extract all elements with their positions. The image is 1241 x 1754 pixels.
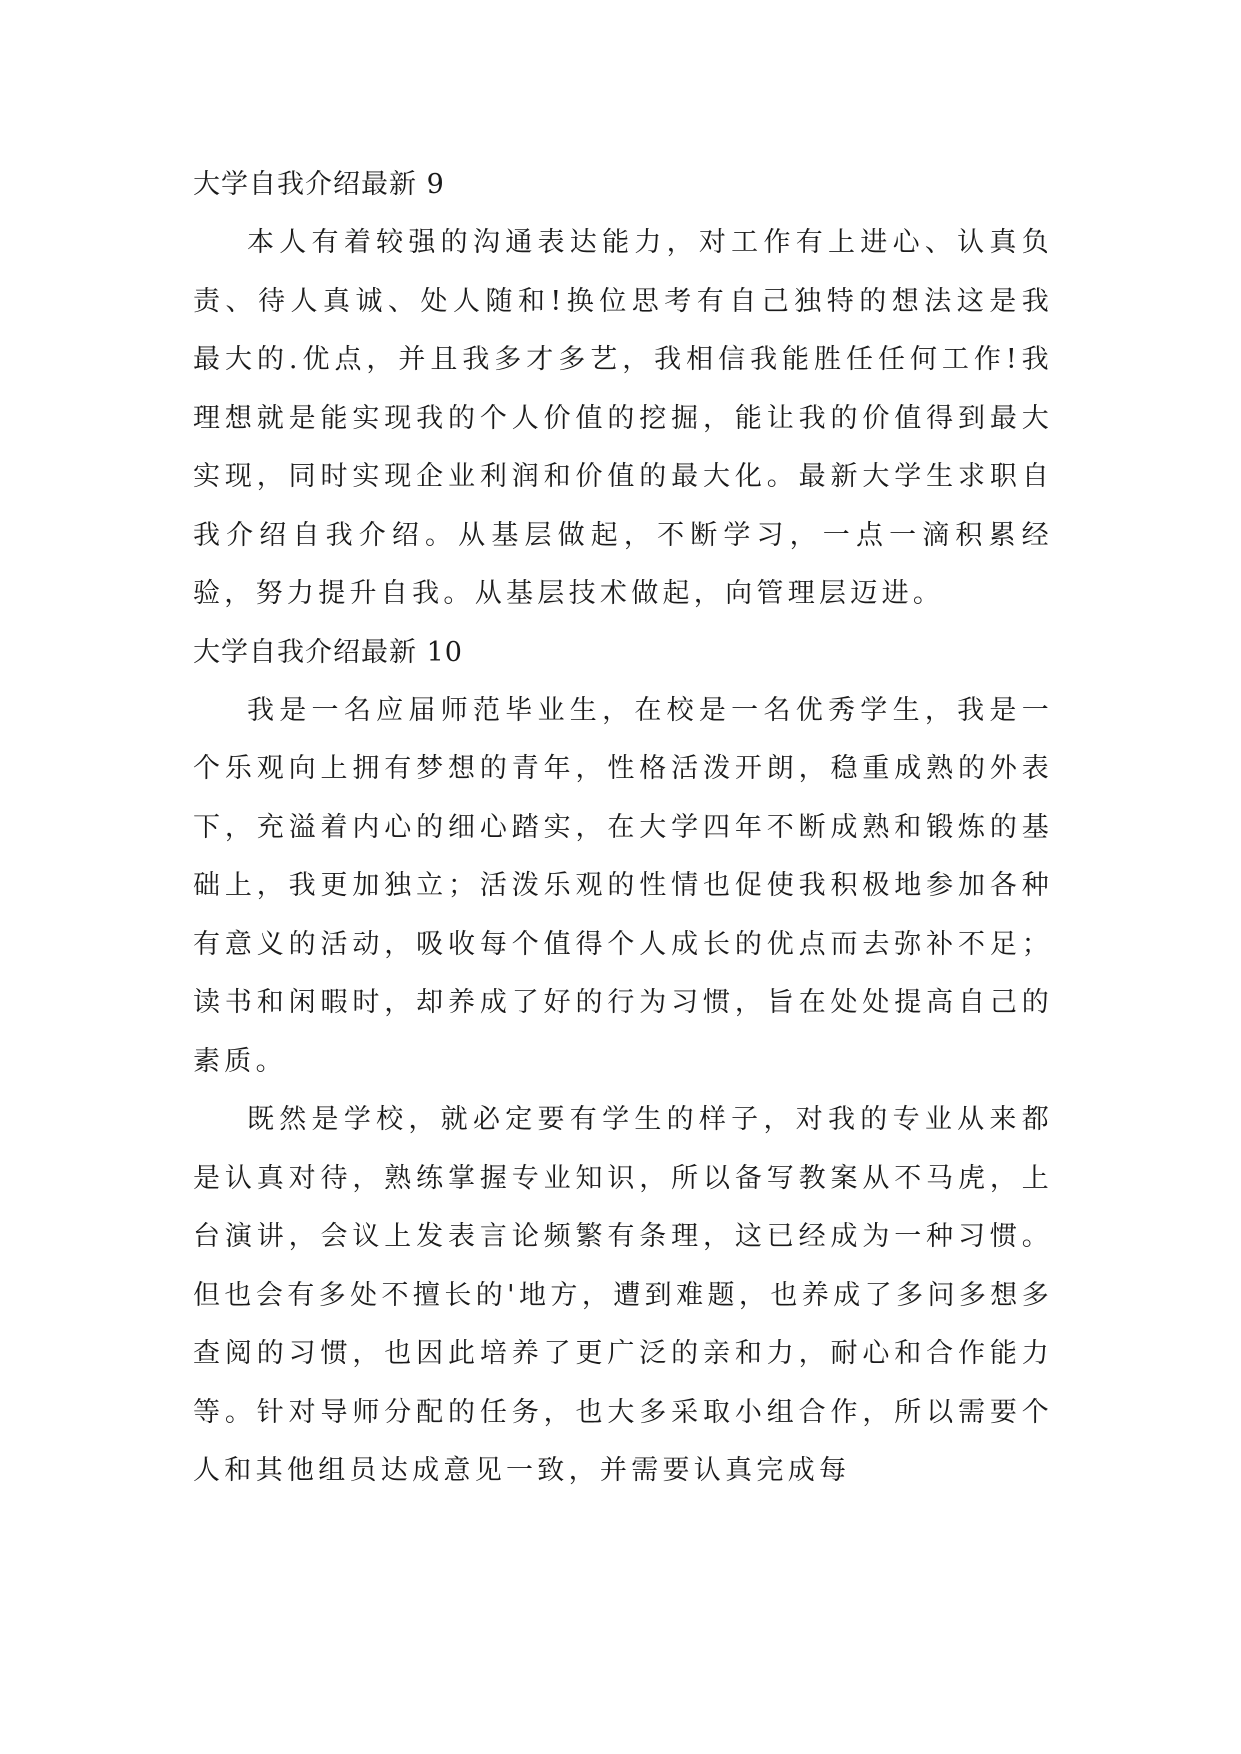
section-heading: 大学自我介绍最新 9	[193, 169, 445, 200]
document-body	[193, 156, 1053, 1501]
body-paragraph: 我是一名应届师范毕业生，在校是一名优秀学生，我是一个乐观向上拥有梦想的青年，性格活泼开朗，稳重成熟的外表下，充溢着内心的细心踏实，在大学四年不断成熟和锻炼的基础上，我更加独立；活泼乐观的性情也促使我积极地参加各种有意义的活动，吸收每个值得个人成长的优点而去弥补不足；读书和闲暇时，却养成了好的行为习惯，旨在处处提高自己的素质。	[193, 694, 1053, 1077]
body-paragraph: 既然是学校，就必定要有学生的样子，对我的专业从来都是认真对待，熟练掌握专业知识，所以备写教案从不马虎，上台演讲，会议上发表言论频繁有条理，这已经成为一种习惯。但也会有多处不擅长的'地方，遭到难题，也养成了多问多想多查阅的习惯，也因此培养了更广泛的亲和力，耐心和合作能力等。针对导师分配的任务，也大多采取小组合作，所以需要个人和其他组员达成意见一致，并需要认真完成每	[193, 1104, 1053, 1486]
body-paragraph: 本人有着较强的沟通表达能力，对工作有上进心、认真负责、待人真诚、处人随和!换位思考有自己独特的想法这是我最大的.优点，并且我多才多艺，我相信我能胜任任何工作!我理想就是能实现我的个人价值的挖掘，能让我的价值得到最大实现，同时实现企业利润和价值的最大化。最新大学生求职自我介绍自我介绍。从基层做起，不断学习，一点一滴积累经验，努力提升自我。从基层技术做起，向管理层迈进。	[193, 227, 1053, 609]
section-heading: 大学自我介绍最新 10	[193, 636, 463, 668]
